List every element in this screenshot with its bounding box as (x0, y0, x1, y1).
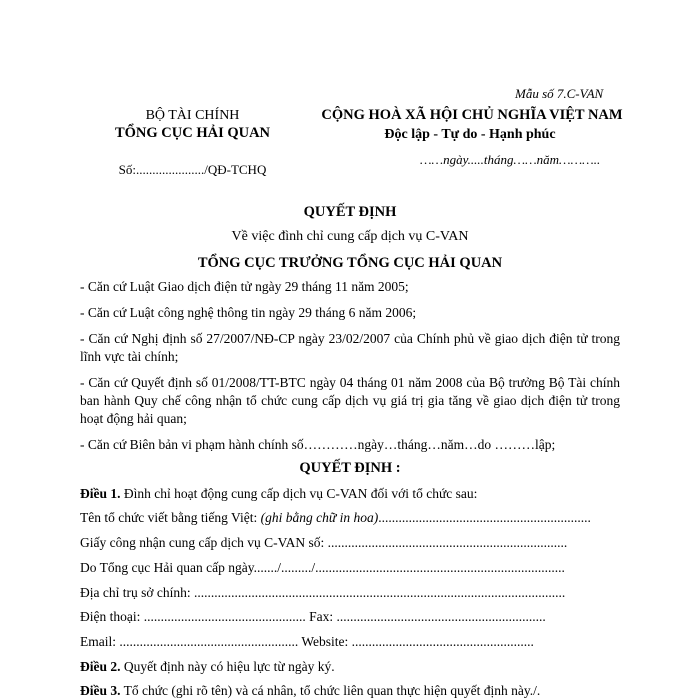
certificate-line: Giấy công nhận cung cấp dịch vụ C-VAN số: ....................................................................... (80, 535, 568, 550)
date-line: ……ngày.....tháng……năm……….. (420, 152, 601, 167)
nation-title: CỘNG HOÀ XÃ HỘI CHỦ NGHĨA VIỆT NAM (321, 107, 623, 123)
article-1-label: Điều 1. (80, 486, 121, 501)
org-name-dots: ............................................................... (378, 510, 591, 525)
email-website-line: Email: ..................................................... Website: ...................................................... (80, 634, 534, 649)
article-3-text: Tổ chức (ghi rõ tên) và cá nhân, tổ chức liên quan thực hiện quyết định này./. (120, 683, 541, 698)
article-3-label: Điều 3. (80, 683, 121, 698)
address-line: Địa chỉ trụ sở chính: .............................................................................................................. (80, 585, 566, 600)
department-name: TỔNG CỤC HẢI QUAN (114, 125, 271, 141)
decision-title: QUYẾT ĐỊNH (303, 204, 397, 220)
basis-5: - Căn cứ Biên bản vi phạm hành chính số…………ngày…tháng…năm…do ………lập; (80, 437, 556, 452)
phone-fax-line: Điện thoại: ................................................ Fax: .............................................................. (80, 609, 546, 624)
org-name-line (80, 510, 591, 526)
decision-heading: QUYẾT ĐỊNH : (299, 460, 401, 476)
article-2-text: Quyết định này có hiệu lực từ ngày ký. (120, 659, 335, 674)
article-1-text: Đình chỉ hoạt động cung cấp dịch vụ C-VAN đối với tổ chức sau: (120, 486, 478, 501)
ministry-name: BỘ TÀI CHÍNH (145, 108, 240, 123)
basis-3: - Căn cứ Nghị định số 27/2007/NĐ-CP ngày 23/02/2007 của Chính phủ về giao dịch điện tử trong lĩnh vực tài chính; (80, 331, 620, 364)
issuing-authority: TỔNG CỤC TRƯỞNG TỔNG CỤC HẢI QUAN (197, 255, 503, 271)
basis-2: - Căn cứ Luật công nghệ thông tin ngày 29 tháng 6 năm 2006; (80, 305, 417, 320)
basis-1: - Căn cứ Luật Giao dịch điện tử ngày 29 tháng 11 năm 2005; (80, 279, 409, 294)
article-3 (80, 683, 540, 699)
form-number: Mẫu số 7.C-VAN (515, 86, 604, 101)
decision-subject: Về việc đình chỉ cung cấp dịch vụ C-VAN (231, 229, 469, 244)
document-number: Số:...................../QĐ-TCHQ (118, 162, 267, 177)
article-2 (80, 659, 335, 675)
basis-4: - Căn cứ Quyết định số 01/2008/TT-BTC ngày 04 tháng 01 năm 2008 của Bộ trưởng Bộ Tài chính ban hành Quy chế công nhận tổ chức cung cấp dịch vụ giá trị gia tăng về giao dịch điện tử trong hoạt động hải quan; (80, 375, 620, 426)
article-2-label: Điều 2. (80, 659, 121, 674)
org-name-label: Tên tổ chức viết bằng tiếng Việt: (80, 510, 261, 525)
org-name-hint: (ghi bằng chữ in hoa) (260, 510, 379, 525)
article-1 (80, 486, 477, 502)
issued-line: Do Tổng cục Hải quan cấp ngày......./........./.......................................................................... (80, 560, 565, 575)
motto: Độc lập - Tự do - Hạnh phúc (384, 127, 556, 142)
